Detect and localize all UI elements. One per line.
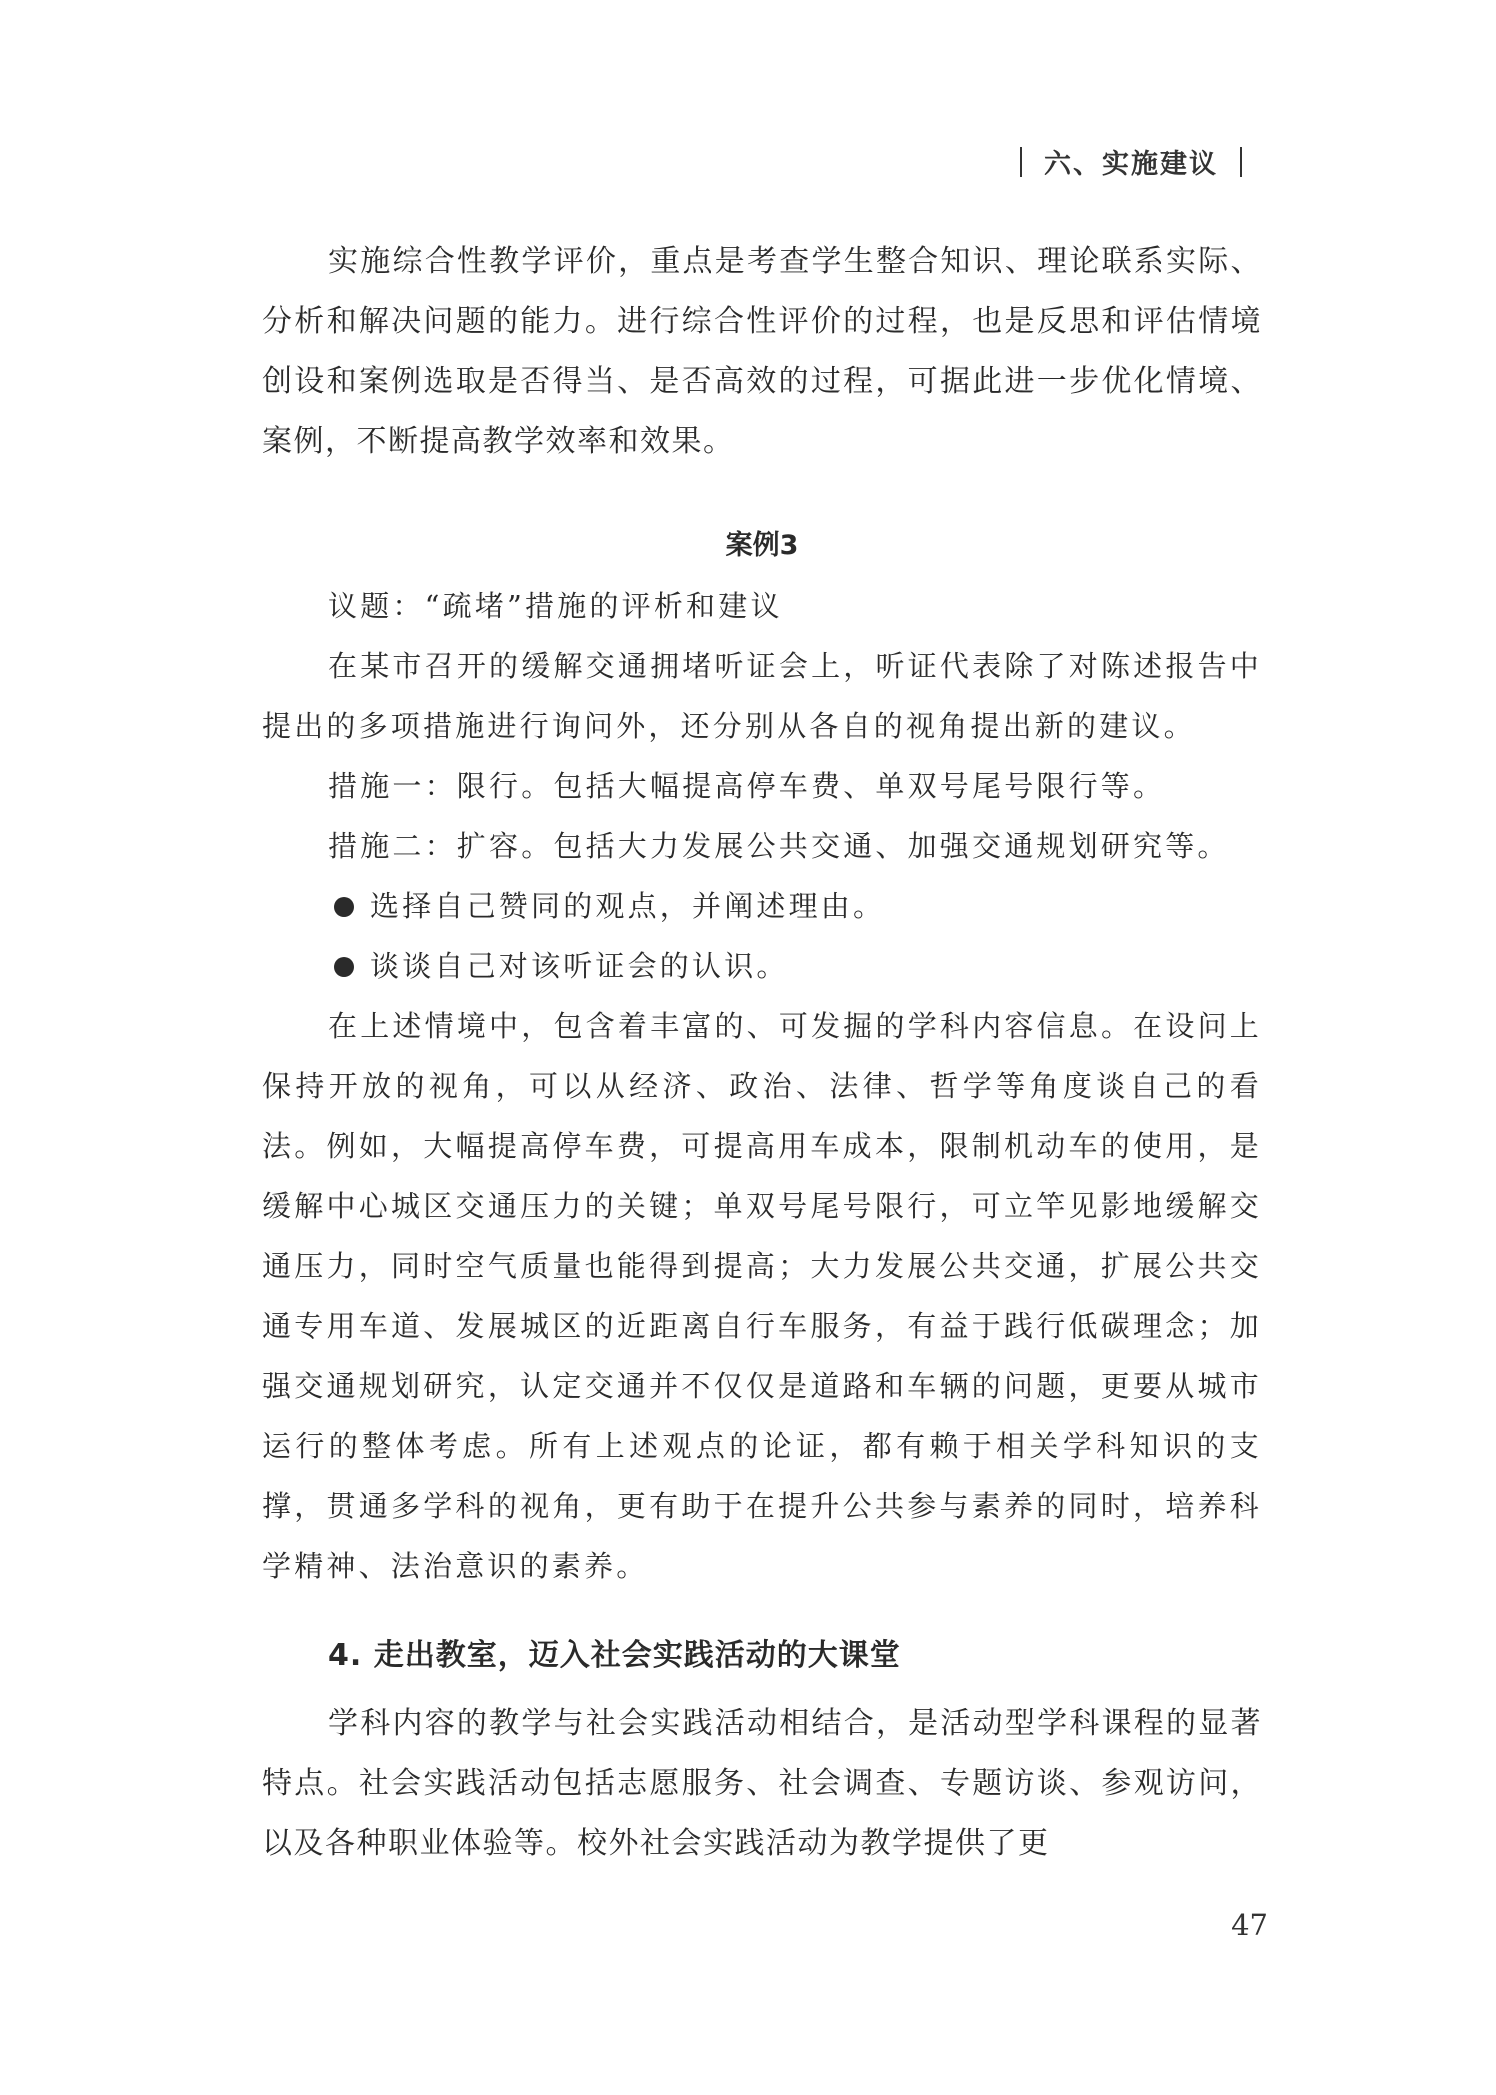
section4-heading: 4. 走出教室，迈入社会实践活动的大课堂 (328, 1638, 901, 1673)
case-task-2 (262, 936, 1262, 996)
bullet-icon (334, 957, 354, 977)
case-block (262, 516, 1262, 1596)
case-task-2-text: 谈谈自己对该听证会的认识。 (370, 949, 789, 983)
bullet-icon (334, 897, 354, 917)
running-header (998, 142, 1264, 181)
case-task-1 (262, 876, 1262, 936)
case-task-1-text: 选择自己赞同的观点，并阐述理由。 (370, 889, 886, 923)
page-number: 47 (1231, 1908, 1268, 1942)
intro-block (262, 232, 1262, 472)
case-measure-1: 措施一：限行。包括大幅提高停车费、单双号尾号限行等。 (328, 769, 1166, 803)
case-title: 案例3 (725, 530, 799, 561)
case-analysis: 在上述情境中，包含着丰富的、可发掘的学科内容信息。在设问上保持开放的视角，可以从经济、政治、法律、哲学等角度谈自己的看法。例如，大幅提高停车费，可提高用车成本，限制机动车的使用，是缓解中心城区交通压力的关键；单双号尾号限行，可立竿见影地缓解交通压力，同时空气质量也能得到提高；大力发展公共交通，扩展公共交通专用车道、发展城区的近距离自行车服务，有益于践行低碳理念；加强交通规划研究，认定交通并不仅仅是道路和车辆的问题，更要从城市运行的整体考虑。所有上述观点的论证，都有赖于相关学科知识的支撑，贯通多学科的视角，更有助于在提升公共参与素养的同时，培养科学精神、法治意识的素养。 (262, 1009, 1262, 1583)
case-scenario: 在某市召开的缓解交通拥堵听证会上，听证代表除了对陈述报告中提出的多项措施进行询问外，还分别从各自的视角提出新的建议。 (262, 649, 1262, 743)
section4-paragraph: 学科内容的教学与社会实践活动相结合，是活动型学科课程的显著特点。社会实践活动包括志愿服务、社会调查、专题访谈、参观访问，以及各种职业体验等。校外社会实践活动为教学提供了更 (262, 1706, 1262, 1861)
case-measure-2: 措施二：扩容。包括大力发展公共交通、加强交通规划研究等。 (328, 829, 1230, 863)
case-topic: 议题：“疏堵”措施的评析和建议 (328, 589, 783, 623)
section4-block (262, 1626, 1262, 1874)
header-section-title: 六、实施建议 (1044, 149, 1218, 180)
intro-paragraph: 实施综合性教学评价，重点是考查学生整合知识、理论联系实际、分析和解决问题的能力。进行综合性评价的过程，也是反思和评估情境创设和案例选取是否得当、是否高效的过程，可据此进一步优化情境、案例，不断提高教学效率和效果。 (262, 244, 1262, 459)
header-divider-right (1240, 147, 1242, 177)
header-divider-left (1020, 147, 1022, 177)
